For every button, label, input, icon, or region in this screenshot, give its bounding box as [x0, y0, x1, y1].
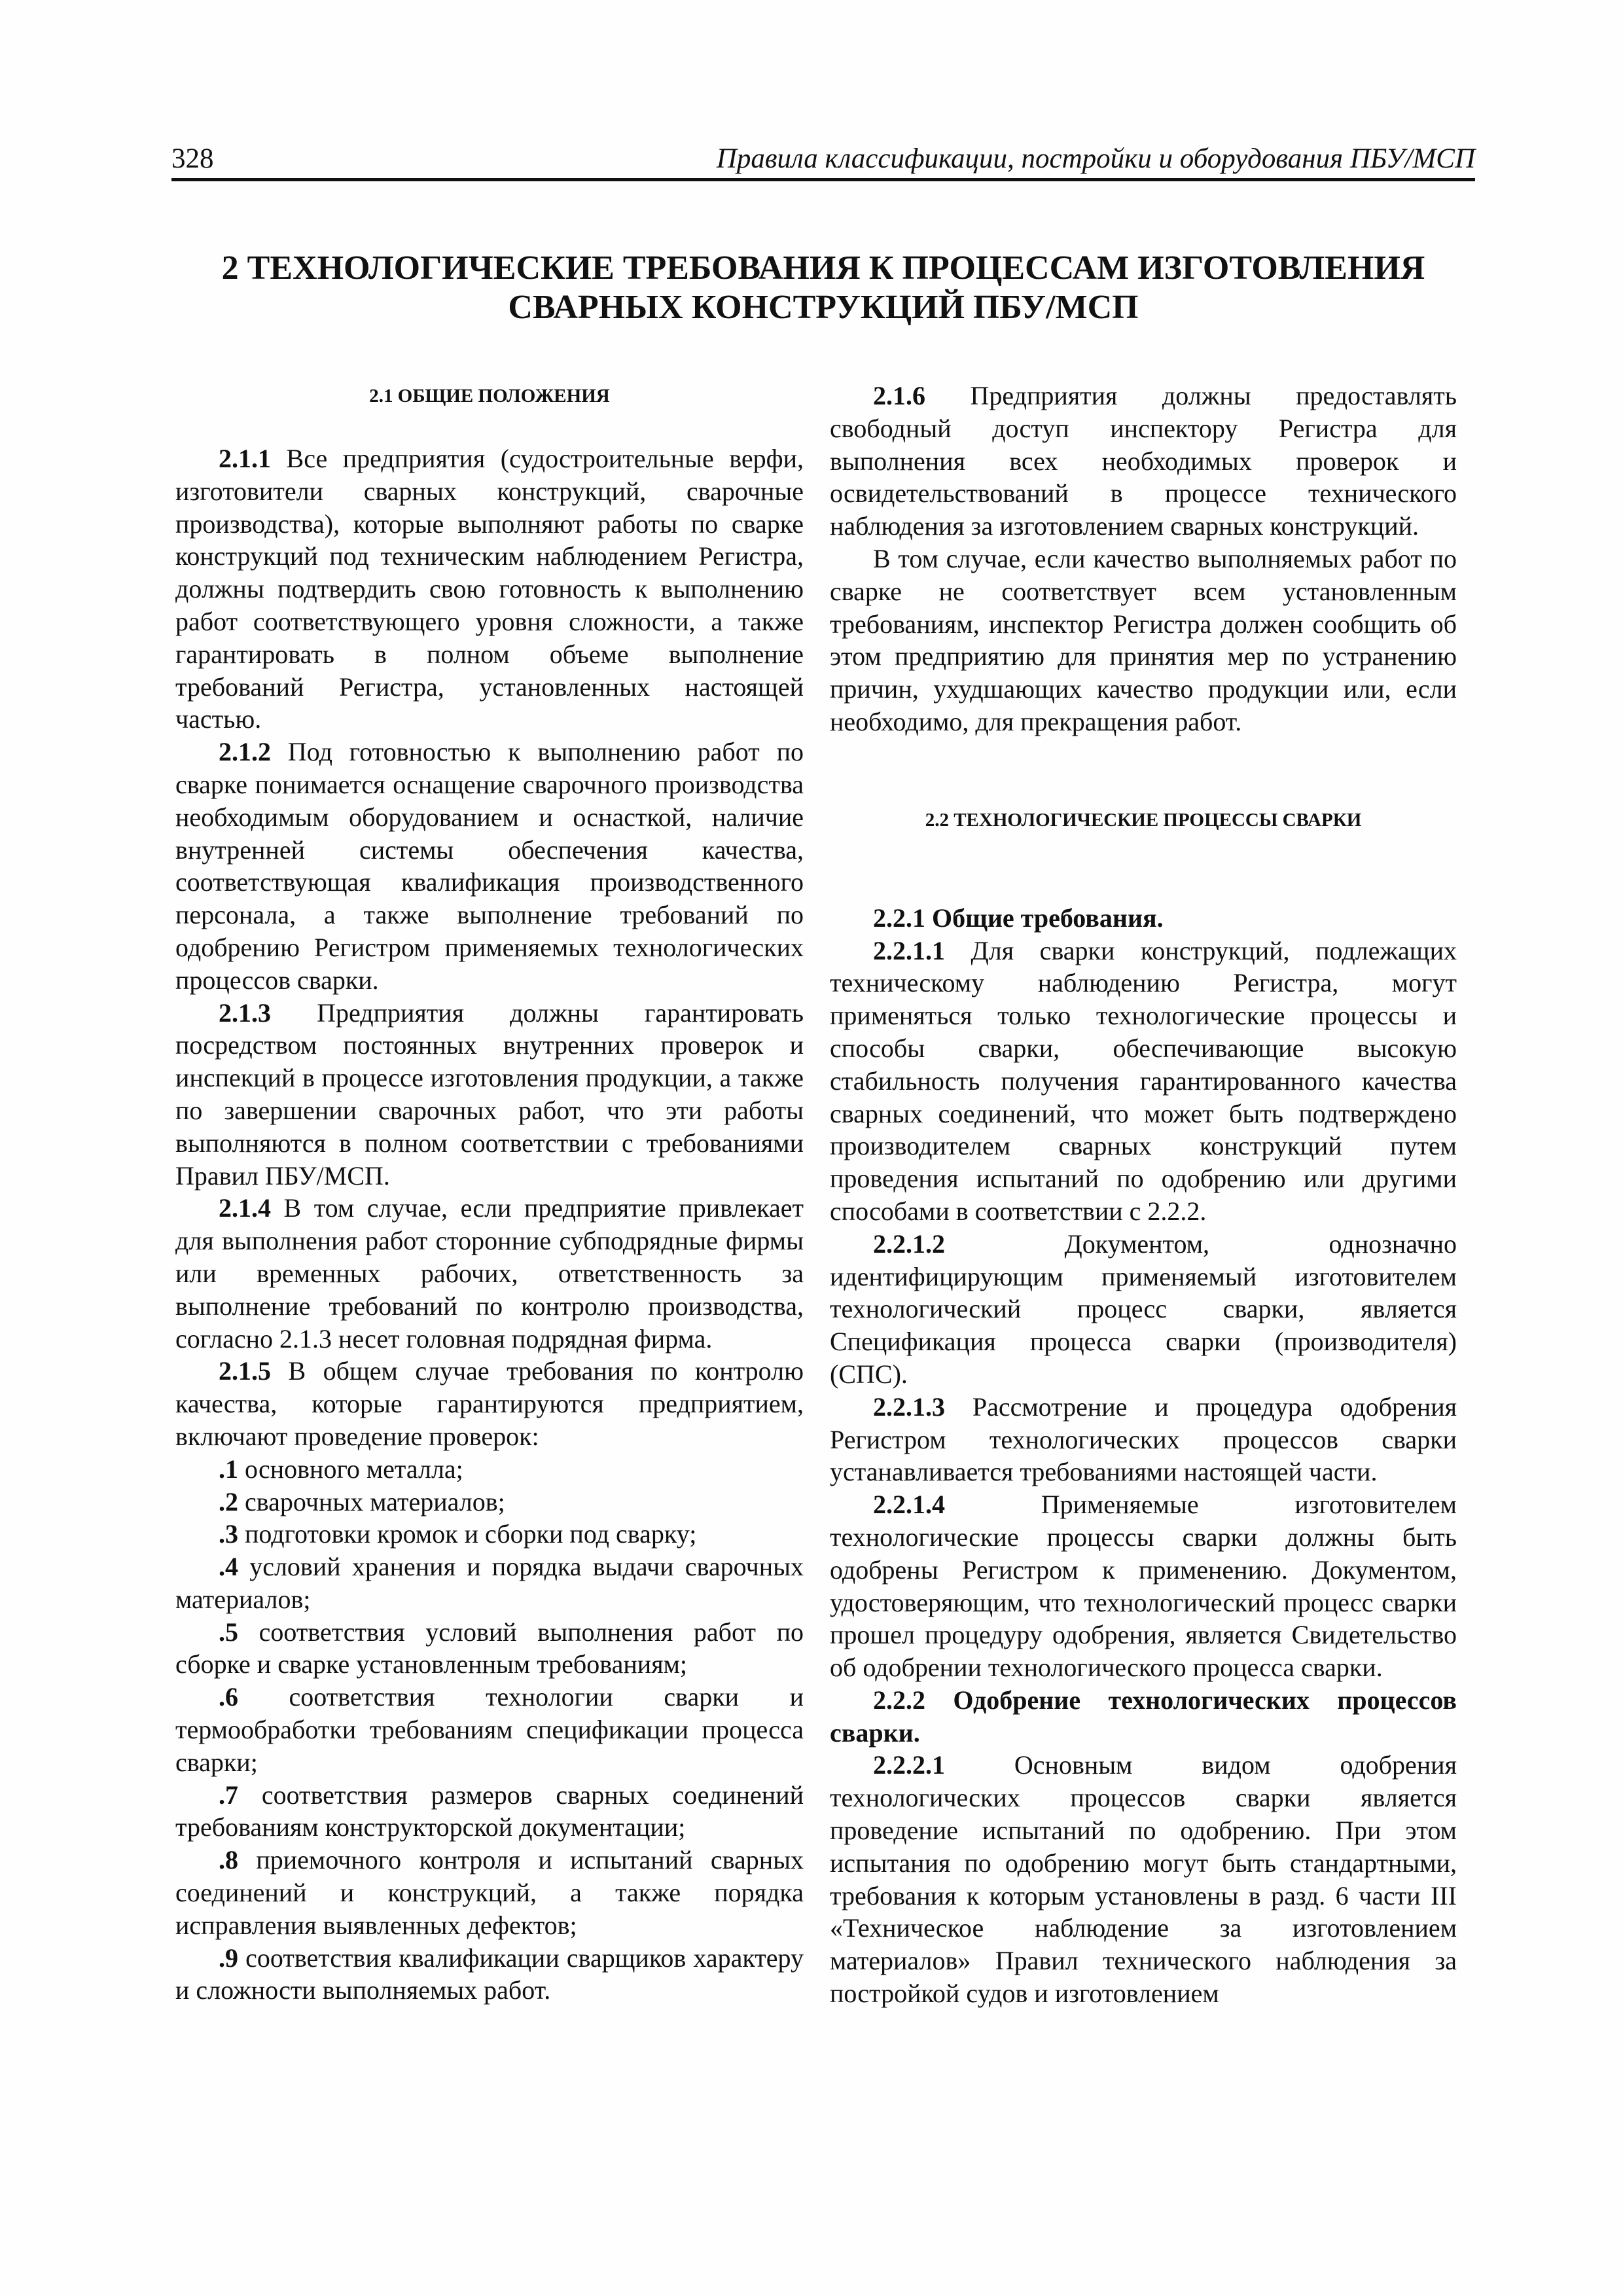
- list-item-number: .1: [219, 1454, 238, 1484]
- clause-number: 2.1.1: [219, 444, 271, 473]
- section-heading-2-1: 2.1 ОБЩИЕ ПОЛОЖЕНИЯ: [369, 386, 610, 406]
- clause-text: Основным видом одобрения технологических процессов сварки является проведение испытаний по одобрению. При этом испытания по одобрению могут быть стандартными, требования к которым установлены в разд. 6 части III «Техническое наблюдение за изготовлением материалов» Правил технического наблюдения за постройкой судов и изготовлением: [830, 1750, 1457, 2009]
- left-column: [175, 380, 804, 2007]
- list-item-number: .6: [219, 1682, 238, 1712]
- clause-text: Рассмотрение и процедура одобрения Регистром технологических процессов сварки устанавливается требованиями настоящей части.: [830, 1391, 1457, 1487]
- list-item-text: условий хранения и порядка выдачи сварочных материалов;: [175, 1552, 804, 1614]
- clause-text: Документом, однозначно идентифицирующим применяемый изготовителем технологический процесс сварки, является Спецификация процесса сварки (производителя) (СПС).: [830, 1229, 1457, 1389]
- list-item-number: .3: [219, 1519, 238, 1549]
- clause-text: В общем случае требования по контролю качества, которые гарантируются предприятием, включают проведение проверок:: [175, 1356, 804, 1451]
- paragraph-2-2-1-2: [830, 1228, 1457, 1391]
- paragraph-2-2-1-3: [830, 1391, 1457, 1488]
- list-item-3: [175, 1518, 804, 1551]
- list-item-text: сварочных материалов;: [238, 1486, 505, 1516]
- paragraph-2-1-2: [175, 736, 804, 996]
- page-number: 328: [171, 143, 214, 174]
- section-heading-2-2: 2.2 ТЕХНОЛОГИЧЕСКИЕ ПРОЦЕССЫ СВАРКИ: [925, 809, 1362, 831]
- list-item-number: .4: [219, 1552, 238, 1582]
- paragraph-2-1-6: [830, 380, 1457, 543]
- list-item-6: [175, 1681, 804, 1778]
- right-column: [830, 380, 1457, 2010]
- page-header: [171, 143, 1475, 175]
- list-item-text: соответствия размеров сварных соединений требованиям конструкторской документации;: [175, 1780, 804, 1842]
- paragraph-2-2-1-1: [830, 935, 1457, 1228]
- clause-number: 2.1.6: [873, 381, 925, 410]
- list-item-2: [175, 1486, 804, 1518]
- list-item-text: соответствия технологии сварки и термообработки требованиям спецификации процесса сварки;: [175, 1682, 804, 1777]
- clause-text: Для сварки конструкций, подлежащих техническому наблюдению Регистра, могут применяться только технологические процессы и способы сварки, обеспечивающие высокую стабильность получения гарантированного качества сварных соединений, что может быть подтверждено производителем сварных конструкций путем проведения испытаний по одобрению или другими способами в соответствии с 2.2.2.: [830, 935, 1457, 1226]
- list-item-number: .2: [219, 1486, 238, 1516]
- clause-number: 2.1.4: [219, 1193, 271, 1223]
- list-item-7: [175, 1779, 804, 1844]
- paragraph-2-1-3: [175, 997, 804, 1193]
- list-item-text: приемочного контроля и испытаний сварных соединений и конструкций, а также порядка исправления выявленных дефектов;: [175, 1845, 804, 1940]
- clause-number: 2.2.1.1: [873, 935, 945, 965]
- paragraph-2-1-6-cont: В том случае, если качество выполняемых работ по сварке не соответствует всем установленным требованиям, инспектор Регистра должен сообщить об этом предприятию для принятия мер по устранению причин, ухудшающих качество продукции или, если необходимо, для прекращения работ.: [830, 543, 1457, 736]
- clause-number: 2.2.1.2: [873, 1229, 945, 1259]
- clause-text: Предприятия должны предоставлять свободный доступ инспектору Регистра для выполнения всех необходимых проверок и освидетельствований в процессе технического наблюдения за изготовлением сварных конструкций.: [830, 381, 1457, 541]
- clause-text: Предприятия должны гарантировать посредством постоянных внутренних проверок и инспекций в процессе изготовления продукции, а также по завершении сварочных работ, что эти работы выполняются в полном соответствии с требованиями Правил ПБУ/МСП.: [175, 997, 804, 1191]
- paragraph-2-2-1-4: [830, 1488, 1457, 1684]
- list-item-number: .5: [219, 1617, 238, 1647]
- paragraph-2-2-2-1: [830, 1749, 1457, 2009]
- chapter-title-line-1: 2 ТЕХНОЛОГИЧЕСКИЕ ТРЕБОВАНИЯ К ПРОЦЕССАМ ИЗГОТОВЛЕНИЯ: [221, 249, 1425, 287]
- paragraph-2-1-4: [175, 1192, 804, 1355]
- list-item-text: соответствия квалификации сварщиков характеру и сложности выполняемых работ.: [175, 1943, 804, 2005]
- list-item-5: [175, 1616, 804, 1681]
- clause-text: Под готовностью к выполнению работ по сварке понимается оснащение сварочного производства необходимым оборудованием и оснасткой, наличие внутренней системы обеспечения качества, соответствующая квалификация производственного персонала, а также выполнение требований по одобрению Регистром применяемых технологических процессов сварки.: [175, 737, 804, 995]
- clause-number: 2.2.1.3: [873, 1391, 945, 1422]
- list-item-1: [175, 1453, 804, 1486]
- running-title: Правила классификации, постройки и оборудования ПБУ/МСП: [716, 143, 1475, 174]
- list-item-text: соответствия условий выполнения работ по сборке и сварке установленным требованиям;: [175, 1617, 804, 1679]
- list-item-text: подготовки кромок и сборки под сварку;: [238, 1519, 697, 1549]
- clause-text: В том случае, если предприятие привлекает для выполнения работ сторонние субподрядные фирмы или временных рабочих, ответственность за выполнение требований по контролю производства, согласно 2.1.3 несет головная подрядная фирма.: [175, 1193, 804, 1354]
- clause-number: 2.1.3: [219, 997, 271, 1028]
- clause-number: 2.2.1.4: [873, 1490, 945, 1520]
- header-rule: [171, 178, 1475, 181]
- list-item-9: [175, 1942, 804, 2007]
- subsection-2-2-2-title: 2.2.2 Одобрение технологических процессов сварки.: [830, 1685, 1457, 1748]
- clause-number: 2.1.2: [219, 737, 271, 767]
- chapter-title: [171, 249, 1475, 327]
- list-item-text: основного металла;: [238, 1454, 463, 1484]
- paragraph-2-1-1: [175, 442, 804, 736]
- clause-text: Применяемые изготовителем технологические процессы сварки должны быть одобрены Регистром к применению. Документом, удостоверяющим, что технологический процесс сварки прошел процедуру одобрения, является Свидетельство об одобрении технологического процесса сварки.: [830, 1490, 1457, 1683]
- subsection-2-2-1-title: 2.2.1 Общие требования.: [873, 903, 1164, 933]
- list-item-number: .7: [219, 1780, 238, 1810]
- paragraph-2-1-5: [175, 1355, 804, 1452]
- clause-number: 2.1.5: [219, 1356, 271, 1386]
- clause-number: 2.2.2.1: [873, 1750, 945, 1780]
- list-item-number: .9: [219, 1943, 238, 1973]
- list-item-8: [175, 1844, 804, 1941]
- list-item-4: [175, 1551, 804, 1616]
- list-item-number: .8: [219, 1845, 238, 1875]
- clause-text: Все предприятия (судостроительные верфи, изготовители сварных конструкций, сварочные производства), которые выполняют работы по сварке конструкций под техническим наблюдением Регистра, должны подтвердить свою готовность к выполнению работ соответствующего уровня сложности, а также гарантировать в полном объеме выполнение требований Регистра, установленных настоящей частью.: [175, 444, 804, 734]
- chapter-title-line-2: СВАРНЫХ КОНСТРУКЦИЙ ПБУ/МСП: [508, 289, 1139, 326]
